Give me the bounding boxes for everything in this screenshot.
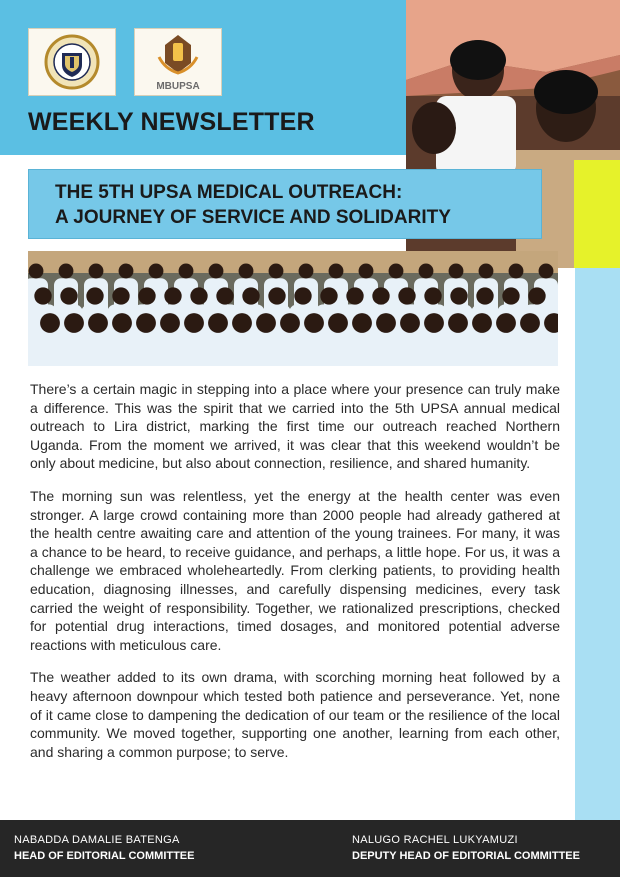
editor-name: NABADDA DAMALIE BATENGA — [14, 834, 180, 846]
association-logo — [134, 28, 222, 96]
deputy-editor-name: NALUGO RACHEL LUKYAMUZI — [352, 834, 518, 846]
footer — [0, 820, 620, 877]
article-headline — [55, 180, 451, 230]
paragraph-1: There’s a certain magic in stepping into a place where your presence can truly make a difference. This was the spirit that we carried into the 5th UPSA annual medical outreach to Lira district, marking the first time our outreach reached Northern Uganda. From the moment we arrived, it was clear that this weekend wouldn’t be only about medicine, but also about connection, resilience, and shared humanity. — [30, 381, 560, 472]
newsletter-title: WEEKLY NEWSLETTER — [28, 108, 315, 136]
headline-line-2: A JOURNEY OF SERVICE AND SOLIDARITY — [55, 207, 451, 228]
deputy-editor-role: DEPUTY HEAD OF EDITORIAL COMMITTEE — [352, 850, 580, 862]
university-crest-logo — [28, 28, 116, 96]
editor-role: HEAD OF EDITORIAL COMMITTEE — [14, 850, 195, 862]
headline-banner — [28, 169, 542, 239]
footer-credit-left — [14, 832, 195, 864]
association-logo-text: MBUPSA — [156, 81, 200, 92]
headline-line-1: THE 5TH UPSA MEDICAL OUTREACH: — [55, 182, 403, 203]
footer-credit-right — [352, 832, 580, 864]
article-body — [30, 380, 560, 775]
paragraph-3: The weather added to its own drama, with scorching morning heat followed by a heavy afternoon downpour which tested both patience and perseverance. Yet, none of it came close to dampening the dedication of our team or the resilience of the local community. We moved together, supporting one another, learning from each other, and sharing a common purpose; to serve. — [30, 669, 560, 760]
group-photo — [28, 251, 558, 366]
paragraph-2: The morning sun was relentless, yet the energy at the health center was even stronger. A large crowd containing more than 2000 people had already gathered at the health centre awaiting care and attention of the young trainees. For many, it was a chance to be heard, to receive guidance, and perhaps, a little hope. For us, it was a challenge we embraced wholeheartedly. From clerking patients, to providing health education, diagnosing illnesses, and carefully dispensing medicines, every task carried the weight of responsibility. Together, we rationalized prescriptions, checked for potential drug interactions, timed dosages, and monitored potential adverse reactions with meticulous care. — [30, 487, 560, 653]
